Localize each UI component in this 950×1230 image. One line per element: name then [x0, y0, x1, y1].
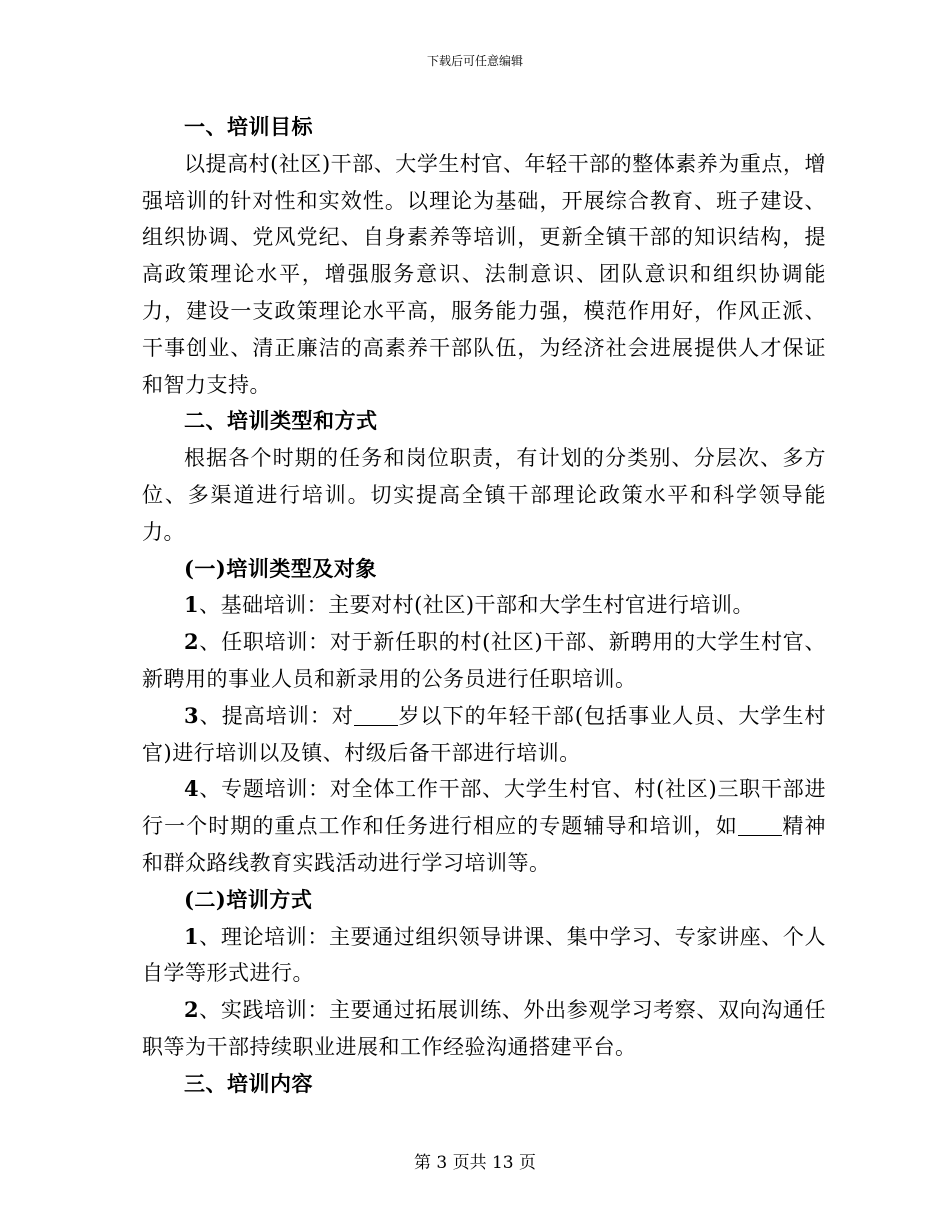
item-text: 、任职培训：对于新任职的村(社区)干部、新聘用的大学生村官、新聘用的事业人员和新录用的公务员进行任职培训。: [142, 630, 826, 691]
item-text: 、基础培训：主要对村(社区)干部和大学生村官进行培训。: [199, 593, 755, 618]
list-item-advanced-training: [142, 698, 826, 772]
blank-line: [738, 814, 782, 836]
item-number: 4: [184, 776, 200, 802]
list-item-special-training: [142, 771, 826, 881]
list-item-basic-training: [142, 587, 826, 624]
item-number: 1: [184, 923, 200, 949]
list-item-theory-training: [142, 919, 826, 993]
item-text: 、专题培训：对全体工作干部、大学生村官、村(社区)三职干部进行一个时期的重点工作和任务进行相应的专题辅导和培训，如: [142, 777, 826, 839]
item-text: 精神和群众路线教育实践活动进行学习培训等。: [142, 814, 826, 875]
section-title-content: 三、培训内容: [184, 1070, 313, 1096]
item-number: 2: [184, 629, 200, 655]
paragraph-goals: 以提高村(社区)干部、大学生村官、年轻干部的整体素养为重点，增强培训的针对性和实效性。以理论为基础，开展综合教育、班子建设、组织协调、党风党纪、自身素养等培训，更新全镇干部的知识结构，提高政策理论水平，增强服务意识、法制意识、团队意识和组织协调能力，建设一支政策理论水平高，服务能力强，模范作用好，作风正派、干事创业、清正廉洁的高素养干部队伍，为经济社会进展提供人才保证和智力支持。: [142, 151, 826, 397]
item-text: 、提高培训：对: [199, 703, 354, 728]
page-footer: 第 3 页共 13 页: [413, 1153, 537, 1173]
blank-line: [354, 704, 398, 726]
item-text: 岁以下的年轻干部(包括事业人员、大学生村官)进行培训以及镇、村级后备干部进行培训。: [142, 703, 826, 765]
item-number: 1: [184, 592, 200, 618]
list-item-appointment-training: [142, 624, 826, 698]
page-header: 下载后可任意编辑: [426, 54, 523, 68]
item-number: 2: [184, 997, 200, 1023]
list-item-practice-training: [142, 992, 826, 1066]
item-number: 3: [184, 702, 200, 728]
item-text: 、实践培训：主要通过拓展训练、外出参观学习考察、双向沟通任职等为干部持续职业进展和工作经验沟通搭建平台。: [142, 998, 826, 1059]
subsection-title-types-targets: (一)培训类型及对象: [184, 555, 377, 581]
subsection-title-methods: (二)培训方式: [184, 886, 313, 912]
section-title-goals: 一、培训目标: [184, 114, 313, 139]
document-body: [142, 109, 826, 1103]
section-title-types: 二、培训类型和方式: [184, 408, 378, 434]
paragraph-types: 根据各个时期的任务和岗位职责，有计划的分类别、分层次、多方位、多渠道进行培训。切实提高全镇干部理论政策水平和科学领导能力。: [142, 446, 826, 544]
item-text: 、理论培训：主要通过组织领导讲课、集中学习、专家讲座、个人自学等形式进行。: [142, 924, 826, 986]
